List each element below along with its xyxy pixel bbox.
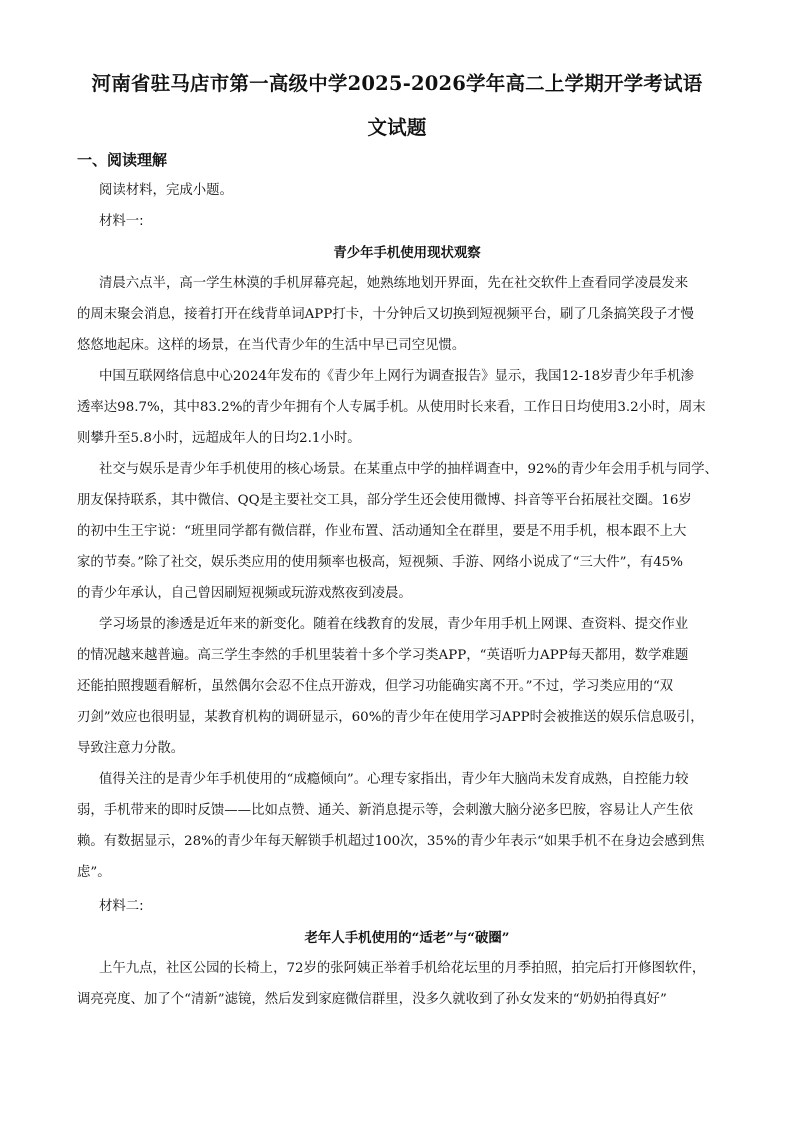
title-line-1: 河南省驻马店市第一高级中学2025-2026学年高二上学期开学考试语 bbox=[91, 72, 703, 95]
paragraph-line: 弱，手机带来的即时反馈——比如点赞、通关、新消息提示等，会刺激大脑分泌多巴胺，容易让人产生依 bbox=[77, 803, 693, 818]
paragraph-line: 中国互联网络信息中心2024年发布的《青少年上网行为调查报告》显示，我国12-18岁青少年手机渗 bbox=[99, 369, 694, 384]
paragraph-line: 虑”。 bbox=[77, 865, 111, 880]
paragraph-line: 朋友保持联系，其中微信、QQ是主要社交工具，部分学生还会使用微博、抖音等平台拓展社交圈。16岁 bbox=[77, 493, 692, 508]
paragraph-line: 刃剑”效应也很明显，某教育机构的调研显示，60%的青少年在使用学习APP时会被推送的娱乐信息吸引， bbox=[77, 710, 704, 725]
material-1-heading: 青少年手机使用现状观察 bbox=[333, 245, 481, 261]
instruction-text: 阅读材料，完成小题。 bbox=[99, 183, 233, 198]
paragraph-line: 的青少年承认，自己曾因刷短视频或玩游戏熬夜到凌晨。 bbox=[77, 586, 412, 601]
paragraph-line: 悠悠地起床。这样的场景，在当代青少年的生活中早已司空见惯。 bbox=[77, 338, 466, 353]
paragraph-line: 上午九点，社区公园的长椅上，72岁的张阿姨正举着手机给花坛里的月季拍照，拍完后打开修图软件， bbox=[99, 961, 706, 976]
paragraph-line: 导致注意力分散。 bbox=[77, 741, 185, 756]
paragraph-line: 值得关注的是青少年手机使用的“成瘾倾向”。心理专家指出，青少年大脑尚未发育成熟，自控能力较 bbox=[99, 772, 689, 787]
paragraph-line: 的情况越来越普遍。高三学生李然的手机里装着十多个学习类APP，“英语听力APP每天都用，数学难题 bbox=[77, 648, 689, 663]
paragraph-line: 社交与娱乐是青少年手机使用的核心场景。在某重点中学的抽样调查中，92%的青少年会用手机与同学、 bbox=[99, 462, 718, 477]
title-line-2: 文试题 bbox=[367, 116, 427, 139]
paragraph-line: 赖。有数据显示，28%的青少年每天解锁手机超过100次，35%的青少年表示“如果手机不在身边会感到焦 bbox=[77, 834, 705, 849]
paragraph-line: 学习场景的渗透是近年来的新变化。随着在线教育的发展，青少年用手机上网课、查资料、提交作业 bbox=[99, 617, 689, 632]
paragraph-line: 调亮亮度、加了个“清新”滤镜，然后发到家庭微信群里，没多久就收到了孙女发来的“奶奶拍得真好” bbox=[77, 992, 667, 1007]
paragraph-line: 清晨六点半，高一学生林漠的手机屏幕亮起，她熟练地划开界面，先在社交软件上查看同学凌晨发来 bbox=[99, 276, 689, 291]
material-2-heading: 老年人手机使用的“适老”与“破圈” bbox=[304, 930, 510, 946]
document-title bbox=[70, 62, 724, 150]
paragraph-line: 透率达98.7%，其中83.2%的青少年拥有个人专属手机。从使用时长来看，工作日日均使用3.2小时，周末 bbox=[77, 400, 706, 415]
paragraph-line: 则攀升至5.8小时，远超成年人的日均2.1小时。 bbox=[77, 431, 361, 446]
paragraph-line: 的初中生王宇说：“班里同学都有微信群，作业布置、活动通知全在群里，要是不用手机，根本跟不上大 bbox=[77, 524, 687, 539]
material-2-label: 材料二: bbox=[99, 899, 144, 914]
paragraph-line: 还能拍照搜题看解析，虽然偶尔会忍不住点开游戏，但学习功能确实离不开。”不过，学习类应用的“双 bbox=[77, 679, 674, 694]
paragraph-line: 的周末聚会消息，接着打开在线背单词APP打卡，十分钟后又切换到短视频平台，刷了几条搞笑段子才慢 bbox=[77, 307, 694, 322]
paragraph-line: 家的节奏。”除了社交，娱乐类应用的使用频率也极高，短视频、手游、网络小说成了“三大件”，有45% bbox=[77, 555, 684, 570]
section-heading: 一、阅读理解 bbox=[77, 151, 168, 169]
material-1-label: 材料一: bbox=[99, 214, 144, 229]
